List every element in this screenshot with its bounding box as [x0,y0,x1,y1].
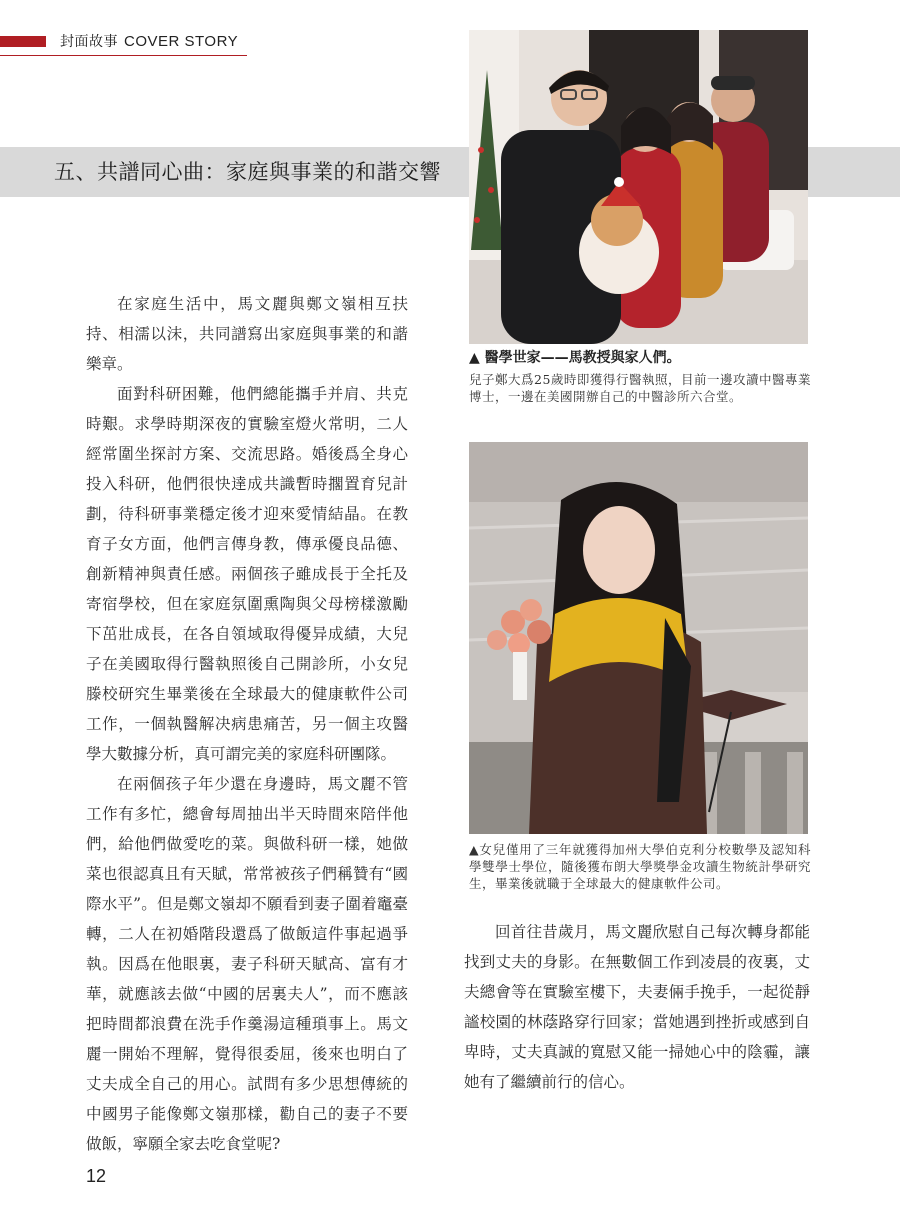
section-label [60,31,238,51]
photo2-caption-text: ▲女兒僅用了三年就獲得加州大學伯克利分校數學及認知科學雙學士學位，隨後獲布朗大學獎學金攻讀生物統計學研究生，畢業後就職于全球最大的健康軟件公司。 [469,842,811,891]
section-label-zh: 封面故事 [60,34,118,50]
paragraph: 回首往昔歲月，馬文麗欣慰自己每次轉身都能找到丈夫的身影。在無數個工作到凌晨的夜裏，丈夫總會等在實驗室樓下，夫妻倆手挽手，一起從靜謐校園的林蔭路穿行回家；當她遇到挫折或感到自卑時，丈夫真誠的寬慰又能一掃她心中的陰霾，讓她有了繼續前行的信心。 [464,923,810,1091]
family-photo [469,30,808,344]
header-accent-bar [0,36,46,47]
paragraph: 面對科研困難，他們總能攜手并肩、共克時艱。求學時期深夜的實驗室燈火常明，二人經常圍坐探討方案、交流思路。婚後爲全身心投入科研，他們很快達成共識暫時擱置育兒計劃，待科研事業穩定後才迎來愛情結晶。在教育子女方面，他們言傳身教，傳承優良品德、創新精神與責任感。兩個孩子雖成長于全托及寄宿學校，但在家庭氛圍熏陶與父母榜樣激勵下茁壯成長，在各自領域取得優异成績，大兒子在美國取得行醫執照後自己開診所，小女兒滕校研究生畢業後在全球最大的健康軟件公司工作，一個執醫解决病患痛苦，另一個主攻醫學大數據分析，真可謂完美的家庭科研團隊。 [86,385,408,763]
photo1-caption-text: 兒子鄭大爲25歲時即獲得行醫執照，目前一邊攻讀中醫專業博士，一邊在美國開辦自己的中醫診所六合堂。 [469,372,811,404]
section-label-en: COVER STORY [124,33,239,50]
paragraph: 在家庭生活中，馬文麗與鄭文嶺相互扶持、相濡以沫，共同譜寫出家庭與事業的和諧樂章。 [86,295,408,373]
header-rule [0,55,247,56]
paragraph: 在兩個孩子年少還在身邊時，馬文麗不管工作有多忙，總會每周抽出半天時間來陪伴他們，給他們做愛吃的菜。與做科研一樣，她做菜也很認真且有天賦，常常被孩子們稱贊有“國際水平”。但是鄭文嶺却不願看到妻子圍着竈臺轉，二人在初婚階段還爲了做飯這件事起過爭執。因爲在他眼裏，妻子科研天賦高、富有才華，就應該去做“中國的居裏夫人”，而不應該把時間都浪費在洗手作羹湯這種瑣事上。馬文麗一開始不理解，覺得很委屈，後來也明白了丈夫成全自己的用心。試問有多少思想傳統的中國男子能像鄭文嶺那樣，勸自己的妻子不要做飯，寧願全家去吃食堂呢? [86,775,408,1153]
title-band-right [808,147,900,197]
graduation-photo [469,442,808,834]
page-number: 12 [86,1166,107,1186]
section-title: 五、共譜同心曲：家庭與事業的和諧交響 [54,160,441,184]
right-column [464,917,810,1097]
left-column [86,289,408,1159]
photo1-caption-title: ▲ 醫學世家——馬教授與家人們。 [469,350,681,366]
